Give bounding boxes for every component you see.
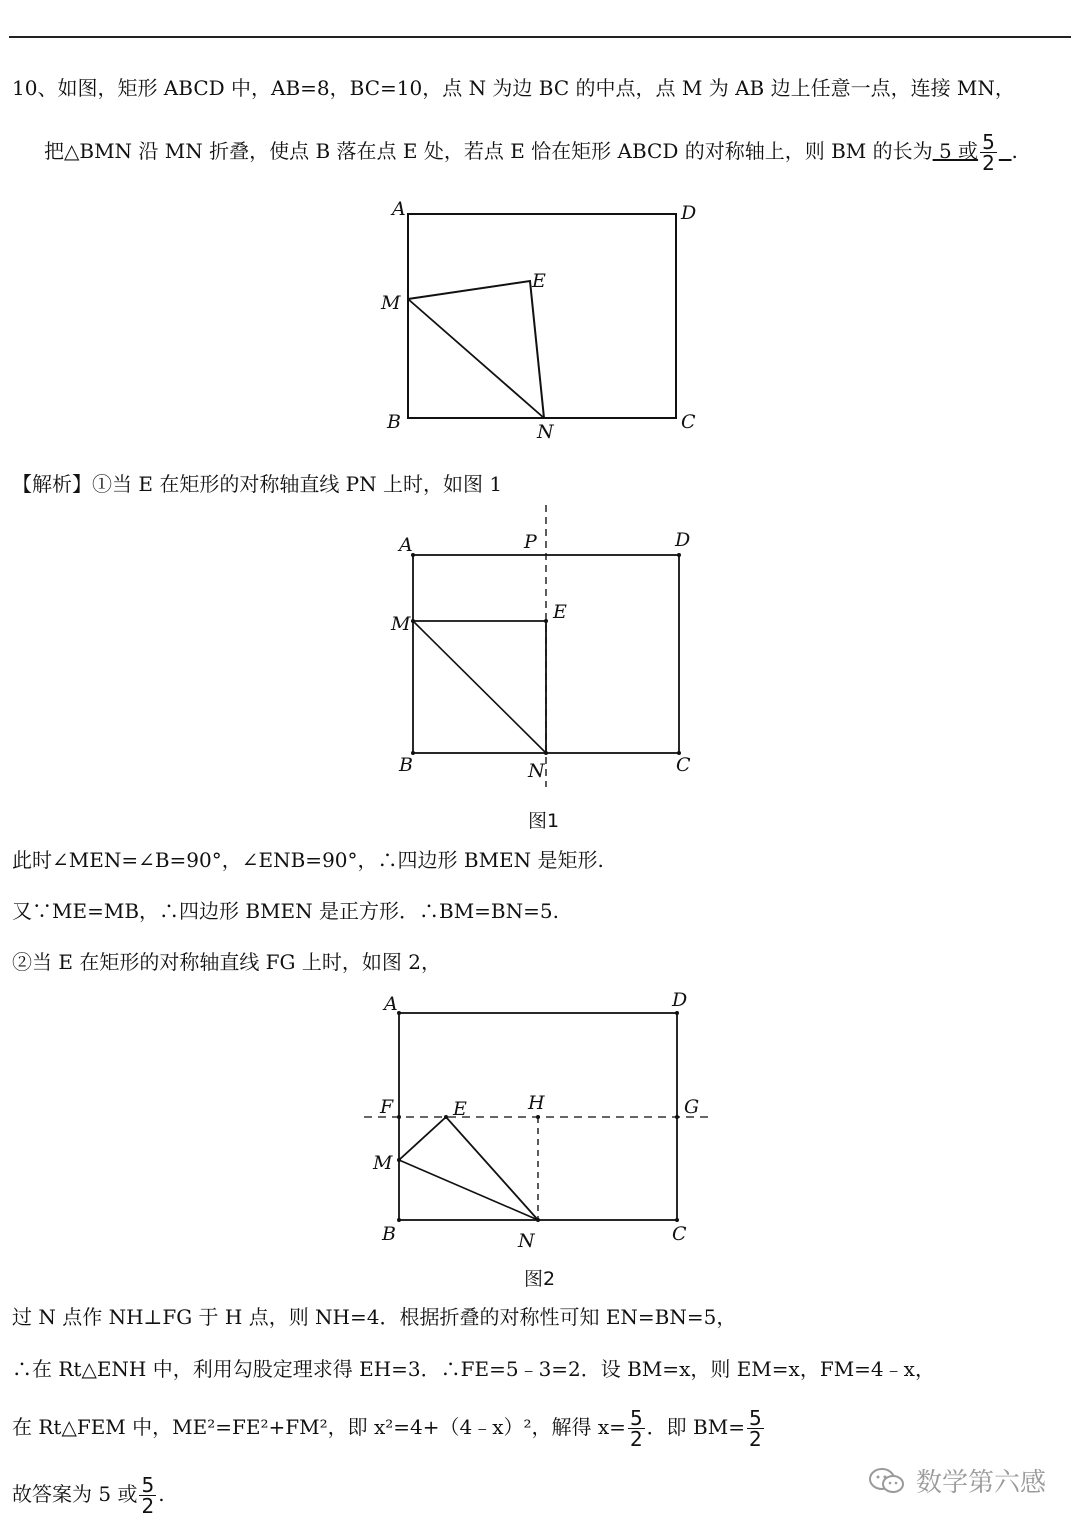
case1-line-2: 又∵ME=MB，∴四边形 BMEN 是正方形．∴BM=BN=5. bbox=[12, 899, 559, 923]
answer-fraction-numerator: 5 bbox=[982, 130, 995, 154]
point-m bbox=[411, 619, 415, 623]
label-b: B bbox=[387, 411, 401, 433]
label-n: N bbox=[528, 760, 545, 782]
point-d bbox=[675, 1011, 679, 1015]
label-p: P bbox=[524, 531, 537, 553]
fraction-bm-numerator: 5 bbox=[748, 1406, 762, 1430]
wechat-icon bbox=[868, 1467, 906, 1495]
point-e bbox=[444, 1115, 448, 1119]
segment-mn bbox=[399, 1160, 538, 1220]
segment-mn bbox=[408, 299, 544, 418]
label-a: A bbox=[399, 534, 413, 556]
conclusion-text: 故答案为 5 或 bbox=[12, 1482, 138, 1506]
analysis-heading: 【解析】①当 E 在矩形的对称轴直线 PN 上时，如图 1 bbox=[12, 472, 503, 496]
answer-integer: 5 或 bbox=[938, 139, 979, 163]
watermark bbox=[868, 1462, 1046, 1499]
case1-line-1: 此时∠MEN=∠B=90°，∠ENB=90°，∴四边形 BMEN 是矩形. bbox=[12, 848, 604, 872]
label-c: C bbox=[676, 754, 691, 776]
label-c: C bbox=[672, 1223, 687, 1245]
figure-main bbox=[370, 195, 710, 445]
folded-triangle-edges bbox=[408, 281, 544, 418]
fraction-bm-denominator: 2 bbox=[748, 1427, 762, 1451]
label-m: M bbox=[381, 292, 401, 314]
point-d bbox=[677, 553, 681, 557]
fraction-x-numerator: 5 bbox=[629, 1406, 643, 1430]
figure-1 bbox=[380, 505, 710, 790]
point-f bbox=[397, 1115, 401, 1119]
fraction-x bbox=[628, 1408, 645, 1449]
fraction-x-denominator: 2 bbox=[629, 1427, 643, 1451]
problem-line-2-period: . bbox=[1011, 139, 1018, 163]
label-c: C bbox=[681, 411, 696, 433]
conclusion-fraction-denominator: 2 bbox=[141, 1494, 155, 1518]
point-n bbox=[536, 1218, 540, 1222]
label-a: A bbox=[392, 198, 406, 220]
label-n: N bbox=[537, 421, 554, 443]
point-g bbox=[675, 1115, 679, 1119]
label-g: G bbox=[684, 1096, 700, 1118]
point-c bbox=[675, 1218, 679, 1222]
case2-heading: ②当 E 在矩形的对称轴直线 FG 上时，如图 2， bbox=[12, 950, 441, 974]
label-e: E bbox=[453, 1098, 467, 1120]
case2-line-3 bbox=[12, 1400, 766, 1454]
case2-line-1: 过 N 点作 NH⊥FG 于 H 点，则 NH=4．根据折叠的对称性可知 EN=BN=5， bbox=[12, 1305, 737, 1329]
top-rule bbox=[9, 36, 1071, 38]
conclusion-fraction bbox=[139, 1475, 156, 1516]
rectangle-abcd bbox=[408, 214, 676, 418]
conclusion-line bbox=[12, 1467, 165, 1521]
label-a: A bbox=[384, 993, 398, 1015]
label-d: D bbox=[675, 529, 691, 551]
answer-blank bbox=[933, 130, 1012, 175]
point-e bbox=[544, 619, 548, 623]
watermark-text: 数学第六感 bbox=[915, 1468, 1046, 1498]
point-n bbox=[544, 751, 548, 755]
label-d: D bbox=[672, 989, 688, 1011]
conclusion-fraction-numerator: 5 bbox=[141, 1473, 155, 1497]
label-h: H bbox=[528, 1092, 545, 1114]
label-e: E bbox=[553, 601, 567, 623]
problem-line-2-text: 把△BMN 沿 MN 折叠，使点 B 落在点 E 处，若点 E 恰在矩形 ABCD 的对称轴上，则 BM 的长为 bbox=[44, 139, 933, 163]
label-b: B bbox=[399, 754, 413, 776]
point-m bbox=[397, 1158, 401, 1162]
label-f: F bbox=[380, 1096, 394, 1118]
case2-line-3-text: 在 Rt△FEM 中，ME²=FE²+FM²，即 x²=4+（4﹣x）²，解得 x= bbox=[12, 1415, 626, 1439]
answer-fraction bbox=[980, 132, 997, 173]
figure-2-caption: 图2 bbox=[524, 1268, 556, 1290]
point-h bbox=[536, 1115, 540, 1119]
fraction-bm bbox=[747, 1408, 764, 1449]
figure-1-caption: 图1 bbox=[528, 810, 560, 832]
label-d: D bbox=[681, 202, 697, 224]
segment-mn bbox=[413, 621, 546, 753]
problem-line-2 bbox=[44, 124, 1018, 178]
conclusion-period: . bbox=[158, 1482, 165, 1506]
label-m: M bbox=[373, 1152, 393, 1174]
case2-line-3-mid: ．即 BM= bbox=[646, 1415, 745, 1439]
label-n: N bbox=[518, 1230, 535, 1252]
point-b bbox=[397, 1218, 401, 1222]
label-m: M bbox=[391, 613, 411, 635]
answer-fraction-denominator: 2 bbox=[982, 151, 995, 175]
label-e: E bbox=[532, 270, 546, 292]
label-b: B bbox=[382, 1223, 396, 1245]
problem-line-1: 10、如图，矩形 ABCD 中，AB=8，BC=10，点 N 为边 BC 的中点，点 M 为 AB 边上任意一点，连接 MN， bbox=[12, 76, 1015, 100]
figure-2 bbox=[360, 985, 720, 1255]
case2-line-2: ∴在 Rt△ENH 中，利用勾股定理求得 EH=3．∴FE=5﹣3=2．设 BM=x，则 EM=x，FM=4﹣x， bbox=[12, 1357, 935, 1381]
